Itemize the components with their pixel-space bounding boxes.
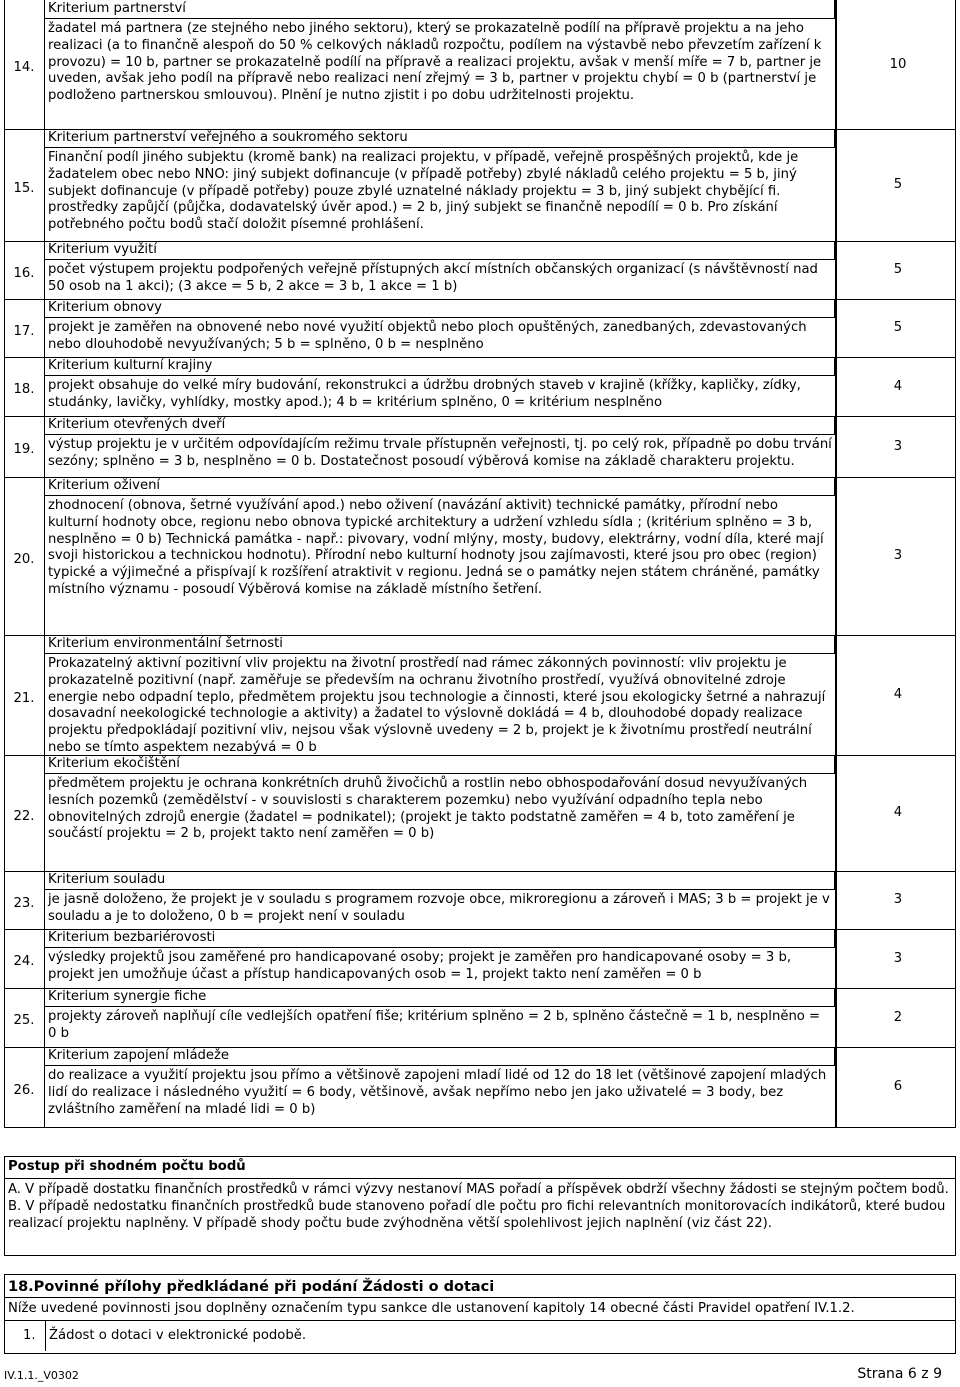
- criterion-cell: [44, 299, 836, 357]
- criterion-title: Kriterium zapojení mládeže: [45, 1047, 835, 1066]
- criterion-number: 22.: [13, 808, 35, 824]
- criterion-points: 3: [893, 548, 903, 563]
- criterion-number: 16.: [13, 265, 35, 281]
- section18-item-text: Žádost o dotaci v elektronické podobě.: [49, 1328, 307, 1343]
- criterion-points: 4: [893, 378, 903, 394]
- criterion-title: Kriterium partnerství veřejného a soukromého sektoru: [45, 129, 835, 148]
- criterion-description: předmětem projektu je ochrana konkrétních druhů živočichů a rostlin nebo obhospodařování dosud nevyužívaných lesních pozemků (zemědělství - v souvislosti s charakterem pozemku) nebo využívání odpadního tepla nebo obnovitelných zdrojů energie (žadatel = podnikatel); (projekt je takto podstatně zaměřen = 4 b, toto zaměření je součástí projektu = 2 b, projekt takto není zaměřen = 0 b): [48, 776, 808, 842]
- criterion-title: Kriterium obnovy: [45, 299, 835, 318]
- criterion-row: [4, 871, 956, 929]
- criterion-cell: [44, 416, 836, 477]
- tiebreak-heading: Postup při shodném počtu bodů: [8, 1159, 246, 1174]
- criterion-cell: [44, 129, 836, 241]
- criterion-number: 21.: [13, 690, 35, 706]
- criterion-points: 5: [893, 177, 903, 192]
- criterion-cell: [44, 929, 836, 988]
- criterion-description: projekt obsahuje do velké míry budování, rekonstrukci a údržbu drobných staveb v krajině (křížky, kapličky, zídky, studánky, lavičky, vyhlídky, mostky apod.); 4 b = kritérium splněno, 0 = kritérium nesplněno: [48, 378, 801, 410]
- criterion-description: Prokazatelný aktivní pozitivní vliv projektu na životní prostředí nad rámec zákonných povinností: vliv projektu je prokazatelně pozitivní (např. zaměřuje se především na ochranu životního prostředí, využívá obnovitelné zdroje energie nebo odpadní teplo, předmětem projektu jsou technologie a činnosti, které jsou ekologicky šetrné a nahrazují dosavadní neekologické technologie a aktivity) a žadatel to výslovně dokládá = 4 b, dlouhodobé dopady realizace projektu předpokládají pozitivní vliv, nejsou však výslovně uvedeny = 2 b, projekt je k životnímu prostředí neutrální nebo se tímto aspektem nezabývá = 0 b: [48, 656, 826, 755]
- section18-intro: Níže uvedené povinnosti jsou doplněny označením typu sankce dle ustanovení kapitoly 14 obecné části Pravidel opatření IV.1.2.: [5, 1298, 955, 1321]
- criterion-number: 18.: [13, 382, 35, 397]
- criterion-row: [4, 635, 956, 755]
- criterion-row: [4, 241, 956, 299]
- criterion-description: zhodnocení (obnova, šetrné využívání apod.) nebo oživení (navázání aktivit) technické památky, přírodní nebo kulturní hodnoty obce, regionu nebo obnova typické architektury a udržení vzhledu sídla ; (kritérium splněno = 3 b, nesplněno = 0 b) Technická památka - např.: pivovary, vodní mlýny, mosty, budovy, elektrárny, vodní díla, které mají svoji historickou a technickou hodnotu). Přírodní nebo kulturní hodnoty jsou zajímavosti, které jsou pro obec (region) typické a výjimečné a přispívají k rozšíření atraktivit v regionu. Jedná se o památky nejen státem chráněné, památky místního významu - posoudí Výběrová komise na základě místního šetření.: [48, 498, 824, 597]
- criterion-points: 4: [893, 805, 903, 820]
- criterion-cell: [44, 755, 836, 871]
- table-border: [836, 0, 837, 1127]
- criterion-cell: [44, 635, 836, 755]
- criterion-points: 3: [893, 892, 903, 907]
- criterion-row: [4, 929, 956, 988]
- tiebreak-option-a: A. V případě dostatku finančních prostředků v rámci výzvy nestanoví MAS pořadí a příspěvek obdrží všechny žádosti se stejným počtem bodů.: [8, 1182, 949, 1197]
- criterion-title: Kriterium otevřených dveří: [45, 416, 835, 435]
- section18-box: [4, 1274, 956, 1354]
- criterion-row: [4, 988, 956, 1047]
- criterion-number: 26.: [13, 1082, 35, 1098]
- criterion-row: [4, 357, 956, 416]
- page-number: Strana 6 z 9: [857, 1366, 942, 1382]
- section18-item-number: 1.: [23, 1328, 36, 1343]
- criterion-points: 10: [889, 56, 907, 72]
- criterion-description: výsledky projektů jsou zaměřené pro handicapované osoby; projekt je zaměřen pro handicapované osoby = 3 b, projekt jen umožňuje účast a přístup handicapovaných osob = 1, projekt takto není zaměřen = 0 b: [48, 950, 792, 982]
- criterion-points: 2: [893, 1009, 903, 1025]
- criterion-row: [4, 1047, 956, 1127]
- page-footer: [4, 1365, 956, 1385]
- section18-heading: 18.Povinné přílohy předkládané při podání Žádosti o dotaci: [5, 1275, 955, 1298]
- criterion-cell: [44, 241, 836, 299]
- criterion-description: je jasně doloženo, že projekt je v souladu s programem rozvoje obce, mikroregionu a zároveň i MAS; 3 b = projekt je v souladu a je to doloženo, 0 b = projekt není v souladu: [48, 892, 830, 924]
- criterion-title: Kriterium environmentální šetrnosti: [45, 635, 835, 654]
- criterion-number: 25.: [13, 1013, 35, 1028]
- criterion-points: 6: [893, 1079, 903, 1094]
- criterion-number: 19.: [13, 442, 35, 457]
- criterion-title: Kriterium bezbariérovosti: [45, 929, 835, 948]
- criterion-points: 3: [893, 438, 903, 454]
- criterion-title: Kriterium souladu: [45, 871, 835, 890]
- criterion-title: Kriterium synergie fiche: [45, 988, 835, 1007]
- criterion-cell: [44, 988, 836, 1047]
- criterion-description: projekty zároveň naplňují cíle vedlejších opatření fiše; kritérium splněno = 2 b, splněno částečně = 1 b, nesplněno = 0 b: [48, 1009, 821, 1041]
- criterion-title: Kriterium partnerství: [45, 0, 835, 19]
- criterion-row: [4, 477, 956, 635]
- criterion-number: 20.: [13, 551, 35, 567]
- criterion-row: [4, 416, 956, 477]
- criterion-row: [4, 299, 956, 357]
- criterion-title: Kriterium ekočištění: [45, 755, 835, 774]
- table-border: [4, 0, 5, 1127]
- table-border: [955, 0, 956, 1127]
- row-divider: [4, 1127, 956, 1128]
- criterion-cell: [44, 871, 836, 929]
- criterion-points: 4: [893, 687, 903, 702]
- criterion-cell: [44, 0, 836, 129]
- criterion-number: 24.: [13, 954, 35, 969]
- criterion-description: projekt je zaměřen na obnovené nebo nové využití objektů nebo ploch opuštěných, zanedbaných, zdevastovaných nebo dlouhodobě nevyužívaných; 5 b = splněno, 0 b = nesplněno: [48, 320, 807, 352]
- criterion-cell: [44, 477, 836, 635]
- criterion-row: [4, 755, 956, 871]
- criterion-points: 5: [893, 320, 903, 335]
- tiebreak-box: [4, 1156, 956, 1256]
- criterion-row: [4, 0, 956, 129]
- section18-list-item: [5, 1321, 955, 1351]
- criterion-points: 3: [893, 950, 903, 966]
- criterion-points: 5: [893, 262, 903, 277]
- criterion-title: Kriterium kulturní krajiny: [45, 357, 835, 376]
- criterion-description: výstup projektu je v určitém odpovídajícím režimu trvale přístupněn veřejnosti, tj. po celý rok, případně po dobu trvání sezóny; splněno = 3 b, nesplněno = 0 b. Dostatečnost posoudí výběrová komise na základě charakteru projektu.: [48, 437, 832, 469]
- criterion-number: 15.: [13, 180, 35, 196]
- criterion-description: žadatel má partnera (ze stejného nebo jiného sektoru), který se prokazatelně podílí na přípravě projektu a na jeho realizaci (a to finančně alespoň do 50 % celkových nákladů rozpočtu, podílem na výstavbě nebo převzetím zařízení k provozu) = 10 b, partner se prokazatelně podílí na přípravě a realizaci projektu, avšak v menší míře = 7 b, partner je uveden, avšak jeho podíl na přípravě nebo realizaci není zřejmý = 3 b, partner v projektu chybí = 0 b (partnerství je podloženo partnerskou smlouvou). Plnění je nutno zjistit i po dobu udržitelnosti projektu.: [48, 21, 822, 104]
- criterion-row: [4, 129, 956, 241]
- criterion-title: Kriterium využití: [45, 241, 835, 260]
- criterion-number: 23.: [13, 895, 35, 911]
- document-code: IV.1.1._V0302: [4, 1369, 79, 1382]
- criterion-description: do realizace a využití projektu jsou přímo a většinově zapojeni mladí lidé od 12 do 18 let (většinové zapojení mladých lidí do realizace i následného využití = 6 body, většinově, avšak nepřímo nebo jen jako uživatelé = 3 body, bez zvláštního zaměření na mladé lidi = 0 b): [48, 1068, 827, 1117]
- criterion-number: 17.: [13, 323, 35, 339]
- criterion-number: 14.: [13, 60, 35, 75]
- criterion-description: počet výstupem projektu podpořených veřejně přístupných akcí místních občanských organizací (s návštěvností nad 50 osob na 1 akci); (3 akce = 5 b, 2 akce = 3 b, 1 akce = 1 b): [48, 262, 818, 294]
- tiebreak-option-b: B. V případě nedostatku finančních prostředků bude stanoveno pořadí dle počtu pro fichi relevantních monitorovacích indikátorů, které budou realizací projektu naplněny. V případě shody počtu bude zvýhodněna větší spolehlivost jejich naplnění (viz část 22).: [8, 1198, 946, 1231]
- criterion-description: Finanční podíl jiného subjektu (kromě bank) na realizaci projektu, v případě, veřejně prospěšných projektů, kde je žadatelem obec nebo NNO: jiný subjekt dofinancuje (v případě potřeby) zbylé nákladů celého projektu = 5 b, jiný subjekt dofinancuje (v případě potřeby) pouze zbylé uznatelné náklady projektu = 3 b, jiný subjekt chybějící fi. prostředky zapůjčí (půjčka, dodavatelský úvěr apod.) = 2 b, jiný subjekt se finančně nepodílí = 0 b. Pro získání potřebného počtu bodů stačí doložit písemné prohlášení.: [48, 150, 799, 233]
- criterion-cell: [44, 1047, 836, 1127]
- criterion-title: Kriterium oživení: [45, 477, 835, 496]
- criterion-cell: [44, 357, 836, 416]
